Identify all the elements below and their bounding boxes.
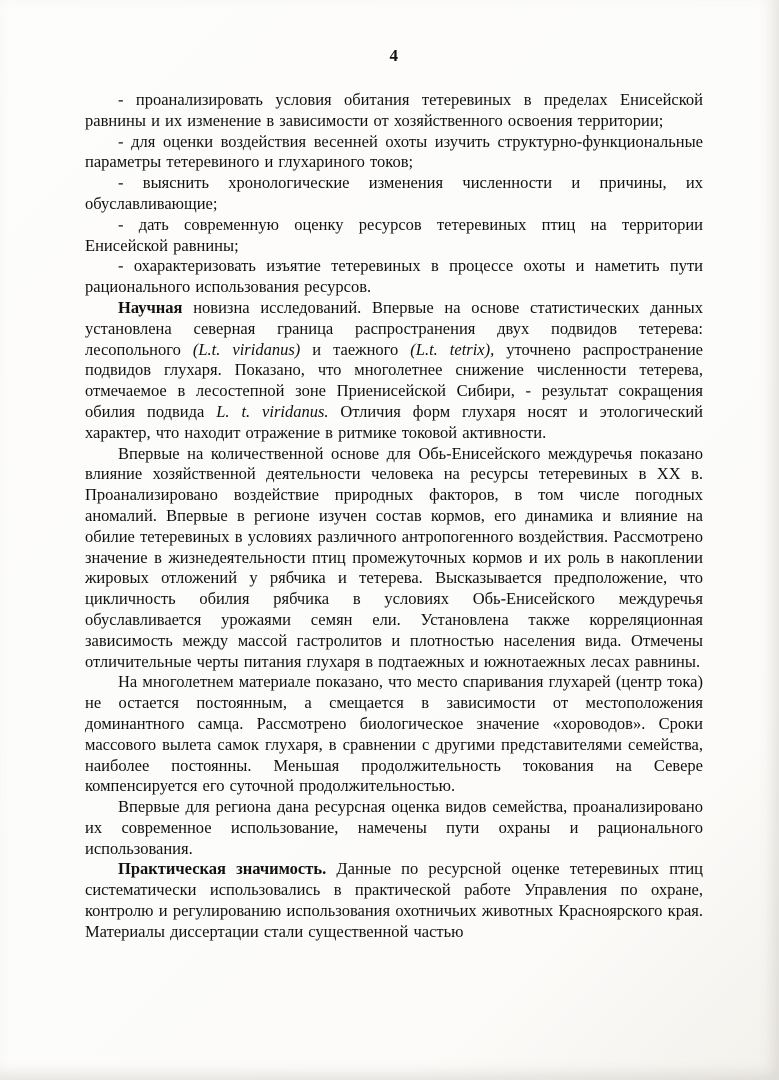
- paragraph: [85, 298, 703, 444]
- text-segment: (L.t. viridanus): [192, 339, 301, 359]
- text-segment: и таежного: [300, 339, 411, 359]
- paragraph: [85, 672, 703, 797]
- paragraph: [85, 444, 703, 673]
- text-segment: новизна исследований. Впервые на основе статистических данных установлена северная граница распространения двух подвидов тетерева: лесопольного: [85, 297, 703, 359]
- paragraph: [85, 90, 703, 132]
- page-number: 4: [389, 46, 399, 65]
- paragraph: [85, 797, 703, 859]
- text-segment: На многолетнем материале показано, что место спаривания глухарей (центр тока) не остается постоянным, а смещается в зависимости от местоположения доминантного самца. Рассмотрено биологическое значение «хороводов». Сроки массового вылета самок глухаря, в сравнении с другими представителями семейства, наиболее постоянны. Меньшая продолжительность токования на Севере компенсируется его суточной продолжительностью.: [85, 672, 703, 796]
- paragraph: [85, 173, 703, 215]
- text-segment: уточнено распространение подвидов глухаря. Показано, что многолетнее снижение численности тетерева, отмечаемое в лесостепной зоне Приенисейской Сибири, - результат сокращения обилия подвида: [85, 339, 703, 421]
- text-segment: (L.t. tetrix),: [410, 339, 495, 359]
- paragraph: [85, 215, 703, 257]
- text-segment: Впервые на количественной основе для Обь-Енисейского междуречья показано влияние хозяйственной деятельности человека на ресурсы тетеревиных в XX в. Проанализировано воздействие природных факторов, в том числе погодных аномалий. Впервые в регионе изучен состав кормов, его динамика и влияние на обилие тетеревиных в условиях различного антропогенного воздействия. Рассмотрено значение в жизнедеятельности птиц промежуточных кормов и их роль в накоплении жировых отложений у рябчика и тетерева. Высказывается предположение, что цикличность обилия рябчика в условиях Обь-Енисейского междуречья обуславливается урожаями семян ели. Установлена также корреляционная зависимость между массой гастролитов и плотностью населения вида. Отмечены отличительные черты питания глухаря в подтаежных и южнотаежных лесах равнины.: [85, 443, 703, 671]
- text-segment: - выяснить хронологические изменения численности и причины, их обуславливающие;: [85, 173, 703, 213]
- paragraph: [85, 132, 703, 174]
- text-segment: - охарактеризовать изъятие тетеревиных в процессе охоты и наметить пути рационального использования ресурсов.: [85, 256, 703, 297]
- document-body: [85, 90, 703, 943]
- paragraph: [85, 859, 703, 942]
- text-segment: Практическая значимость.: [118, 859, 327, 879]
- text-segment: - для оценки воздействия весенней охоты изучить структурно-функциональные параметры тетеревиного и глухариного токов;: [85, 131, 703, 172]
- text-segment: - проанализировать условия обитания тетеревиных в пределах Енисейской равнины и их изменение в зависимости от хозяйственного освоения территории;: [85, 90, 703, 130]
- text-segment: Впервые для региона дана ресурсная оценка видов семейства, проанализировано их современное использование, намечены пути охраны и рационального использования.: [85, 797, 703, 858]
- text-segment: Данные по ресурсной оценке тетеревиных птиц систематически использовались в практической работе Управления по охране, контролю и регулированию использования охотничьих животных Красноярского края. Материалы диссертации стали существенной частью: [85, 859, 703, 941]
- text-segment: Научная: [118, 297, 183, 317]
- paragraph: [85, 256, 703, 298]
- text-segment: L. t. viridanus.: [216, 401, 329, 421]
- text-segment: - дать современную оценку ресурсов тетеревиных птиц на территории Енисейской равнины;: [85, 214, 703, 255]
- text-segment: Отличия форм глухаря носят и этологический характер, что находит отражение в ритмике токовой активности.: [85, 401, 703, 442]
